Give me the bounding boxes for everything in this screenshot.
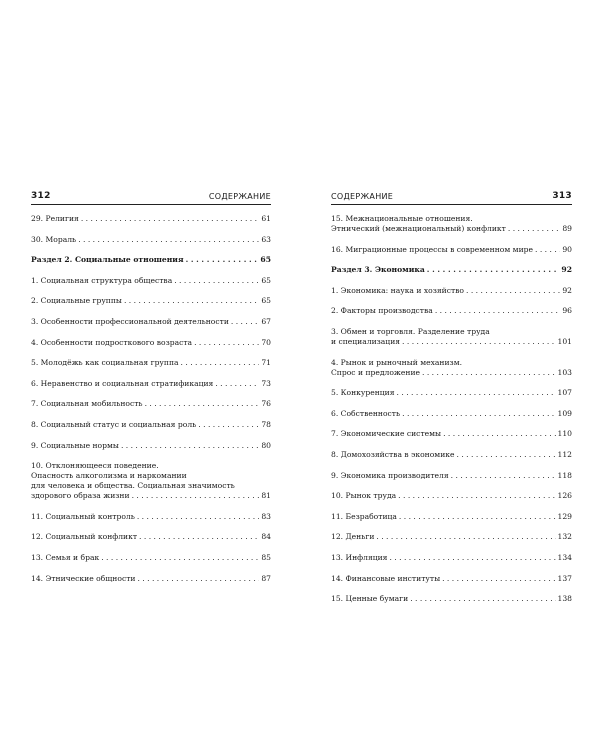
toc-page-number: 109 bbox=[557, 408, 572, 418]
dot-leader bbox=[231, 317, 259, 327]
toc-entry bbox=[331, 214, 572, 234]
toc-entry-row bbox=[331, 512, 572, 522]
dot-leader bbox=[215, 379, 259, 389]
toc-entry-row bbox=[31, 379, 271, 389]
toc-entry-row bbox=[31, 214, 271, 224]
dot-leader bbox=[78, 235, 259, 245]
toc-entry-row bbox=[31, 317, 271, 327]
toc-entry-line: для человека и общества. Социальная значимость bbox=[31, 481, 235, 491]
toc-page-number: 71 bbox=[261, 358, 271, 368]
toc-entry-title: 7. Экономические системы bbox=[331, 429, 442, 439]
dot-leader bbox=[535, 245, 560, 255]
toc-entry-row bbox=[31, 358, 271, 368]
toc-entry-title: 13. Инфляция bbox=[331, 552, 388, 562]
toc-entry-row bbox=[31, 296, 271, 306]
toc-entry bbox=[31, 358, 271, 368]
toc-entry-title: 7. Социальная мобильность bbox=[31, 399, 143, 409]
toc-entry-title: 8. Домохозяйства в экономике bbox=[331, 449, 455, 459]
toc-entry-row bbox=[331, 337, 572, 347]
toc-entry bbox=[31, 553, 271, 563]
dot-leader bbox=[442, 574, 555, 584]
toc-page-number: 92 bbox=[561, 265, 572, 275]
dot-leader bbox=[422, 368, 555, 378]
toc-entry bbox=[331, 512, 572, 522]
toc-entry-title: 12. Социальный конфликт bbox=[31, 532, 138, 542]
toc-entry-row bbox=[31, 338, 271, 348]
dot-leader bbox=[174, 276, 259, 286]
toc-entry-row bbox=[331, 388, 572, 398]
toc-entry-title: 16. Миграционные процессы в современном мире bbox=[331, 244, 534, 254]
toc-entry bbox=[31, 532, 271, 542]
toc-entry bbox=[331, 306, 572, 316]
toc-entry-row bbox=[331, 265, 572, 275]
toc-entry bbox=[331, 594, 572, 604]
toc-page-number: 126 bbox=[557, 491, 572, 501]
toc-entry bbox=[31, 461, 271, 501]
toc-entry bbox=[331, 491, 572, 501]
toc-entry-row bbox=[31, 399, 271, 409]
toc-entry-title: 9. Социальные нормы bbox=[31, 440, 119, 450]
dot-leader bbox=[139, 532, 259, 542]
left-page-header bbox=[31, 191, 271, 205]
dot-leader bbox=[508, 224, 560, 234]
toc-page-number: 89 bbox=[562, 224, 572, 233]
toc-entry-line: 4. Рынок и рыночный механизм. bbox=[331, 357, 463, 367]
toc-entry-row bbox=[31, 512, 271, 522]
toc-entry-title: здорового образа жизни bbox=[31, 491, 130, 501]
toc-entry-row bbox=[31, 420, 271, 430]
dot-leader bbox=[397, 388, 556, 398]
toc-page-number: 76 bbox=[261, 399, 271, 409]
dot-leader bbox=[101, 553, 259, 563]
dot-leader bbox=[145, 399, 260, 409]
toc-entry-title: 2. Факторы производства bbox=[331, 306, 433, 316]
toc-entry-row bbox=[31, 532, 271, 542]
toc-entry-row bbox=[31, 574, 271, 584]
toc-entry bbox=[331, 574, 572, 584]
toc-entry-row bbox=[331, 306, 572, 316]
toc-page-number: 80 bbox=[261, 440, 271, 450]
toc-page-number: 67 bbox=[261, 316, 271, 326]
right-page bbox=[331, 191, 572, 615]
toc-page-number: 70 bbox=[261, 337, 271, 347]
toc-entry-row bbox=[331, 471, 572, 481]
toc-page-number: 92 bbox=[562, 285, 572, 295]
toc-page-number: 65 bbox=[260, 255, 271, 265]
toc-entry-title: 12. Деньги bbox=[331, 532, 375, 542]
toc-page-number: 118 bbox=[557, 470, 572, 480]
running-head: СОДЕРЖАНИЕ bbox=[208, 192, 271, 201]
toc-entry bbox=[331, 409, 572, 419]
toc-entry-row bbox=[31, 491, 271, 501]
toc-entry bbox=[31, 441, 271, 451]
toc-page-number: 87 bbox=[261, 573, 271, 583]
toc-entry bbox=[331, 450, 572, 460]
toc-left bbox=[31, 214, 271, 584]
toc-entry-title: 9. Экономика производителя bbox=[331, 470, 449, 480]
toc-entry bbox=[331, 245, 572, 255]
dot-leader bbox=[435, 306, 561, 316]
toc-entry bbox=[31, 296, 271, 306]
toc-entry-row bbox=[31, 255, 271, 265]
toc-page-number: 96 bbox=[562, 306, 572, 316]
toc-entry bbox=[31, 574, 271, 584]
dot-leader bbox=[124, 296, 259, 306]
toc-entry-title: 4. Особенности подросткового возраста bbox=[31, 337, 193, 347]
toc-entry-line: 15. Межнациональные отношения. bbox=[331, 214, 473, 223]
toc-entry bbox=[331, 358, 572, 378]
page-number: 312 bbox=[31, 191, 51, 201]
toc-page-number: 129 bbox=[557, 511, 572, 521]
toc-entry-title: 5. Молодёжь как социальная группа bbox=[31, 358, 179, 368]
toc-page-number: 78 bbox=[261, 419, 271, 429]
toc-entry-line: Опасность алкоголизма и наркомании bbox=[31, 471, 187, 481]
toc-page-number: 73 bbox=[261, 378, 271, 388]
toc-entry-title: 8. Социальный статус и социальная роль bbox=[31, 419, 197, 429]
toc-page-number: 134 bbox=[557, 552, 572, 562]
toc-entry bbox=[31, 338, 271, 348]
dot-leader bbox=[457, 450, 556, 460]
toc-page-number: 137 bbox=[557, 573, 572, 583]
toc-entry-title: Спрос и предложение bbox=[331, 367, 421, 377]
toc-entry-title: 14. Этнические общности bbox=[31, 573, 136, 583]
dot-leader bbox=[194, 338, 259, 348]
toc-entry-row bbox=[331, 224, 572, 234]
dot-leader bbox=[81, 214, 260, 224]
toc-entry bbox=[31, 420, 271, 430]
dot-leader bbox=[443, 429, 555, 439]
dot-leader bbox=[402, 409, 555, 419]
toc-page-number: 101 bbox=[557, 336, 572, 346]
toc-page-number: 107 bbox=[557, 388, 572, 398]
toc-entry bbox=[331, 429, 572, 439]
toc-page-number: 63 bbox=[261, 234, 271, 244]
toc-page-number: 84 bbox=[261, 532, 271, 542]
toc-entry bbox=[331, 532, 572, 542]
toc-entry-row bbox=[331, 574, 572, 584]
dot-leader bbox=[121, 441, 259, 451]
page-number: 313 bbox=[552, 191, 572, 201]
toc-entry-row bbox=[331, 286, 572, 296]
running-head: СОДЕРЖАНИЕ bbox=[331, 192, 394, 201]
toc-entry-title: 1. Экономика: наука и хозяйство bbox=[331, 285, 465, 295]
toc-entry-title: 30. Мораль bbox=[31, 234, 77, 244]
toc-entry-title: 29. Религия bbox=[31, 214, 79, 223]
toc-entry-title: 5. Конкуренция bbox=[331, 388, 395, 398]
toc-entry bbox=[331, 388, 572, 398]
toc-entry-row bbox=[331, 491, 572, 501]
toc-page-number: 138 bbox=[557, 594, 572, 604]
dot-leader bbox=[389, 553, 555, 563]
dot-leader bbox=[451, 471, 556, 481]
dot-leader bbox=[466, 286, 560, 296]
toc-entry bbox=[331, 286, 572, 296]
toc-entry bbox=[31, 399, 271, 409]
dot-leader bbox=[398, 491, 555, 501]
dot-leader bbox=[137, 512, 259, 522]
toc-page-number: 110 bbox=[557, 429, 572, 439]
dot-leader bbox=[181, 358, 260, 368]
dot-leader bbox=[376, 532, 555, 542]
dot-leader bbox=[137, 574, 259, 584]
toc-entry-row bbox=[331, 409, 572, 419]
toc-page-number: 83 bbox=[261, 511, 271, 521]
toc-entry-title: 3. Особенности профессиональной деятельности bbox=[31, 316, 229, 326]
toc-section-heading bbox=[31, 255, 271, 265]
toc-entry-title: и специализация bbox=[331, 336, 401, 346]
toc-entry-title: 11. Социальный контроль bbox=[31, 511, 135, 521]
toc-entry-title: Раздел 3. Экономика bbox=[331, 265, 425, 275]
toc-entry-title: 2. Социальные группы bbox=[31, 296, 122, 306]
toc-right bbox=[331, 214, 572, 604]
toc-page-number: 65 bbox=[261, 275, 271, 285]
right-page-header bbox=[331, 191, 572, 205]
toc-entry-row bbox=[331, 594, 572, 604]
toc-page-number: 61 bbox=[261, 214, 271, 223]
dot-leader bbox=[427, 265, 560, 275]
dot-leader bbox=[410, 594, 555, 604]
toc-page-number: 103 bbox=[557, 367, 572, 377]
toc-entry-line: 10. Отклоняющееся поведение. bbox=[31, 461, 159, 471]
dot-leader bbox=[402, 337, 555, 347]
toc-page-number: 90 bbox=[562, 244, 572, 254]
toc-entry-title: 11. Безработица bbox=[331, 511, 397, 521]
toc-entry bbox=[331, 471, 572, 481]
toc-entry bbox=[31, 235, 271, 245]
toc-entry-row bbox=[331, 429, 572, 439]
toc-entry-row bbox=[31, 235, 271, 245]
toc-entry-row bbox=[31, 276, 271, 286]
toc-entry-line: 3. Обмен и торговля. Разделение труда bbox=[331, 326, 490, 336]
dot-leader bbox=[198, 420, 259, 430]
toc-section-heading bbox=[331, 265, 572, 275]
toc-entry-title: Раздел 2. Социальные отношения bbox=[31, 255, 184, 265]
toc-page-number: 81 bbox=[261, 491, 271, 501]
toc-entry-title: 6. Собственность bbox=[331, 408, 401, 418]
toc-entry bbox=[331, 553, 572, 563]
toc-page-number: 85 bbox=[261, 552, 271, 562]
dot-leader bbox=[132, 491, 260, 501]
toc-page-number: 132 bbox=[557, 532, 572, 542]
toc-entry-row bbox=[331, 368, 572, 378]
toc-entry-title: 14. Финансовые институты bbox=[331, 573, 441, 583]
toc-entry-title: 1. Социальная структура общества bbox=[31, 275, 173, 285]
toc-entry-title: 6. Неравенство и социальная стратификация bbox=[31, 378, 214, 388]
toc-entry-row bbox=[331, 245, 572, 255]
toc-entry bbox=[31, 214, 271, 224]
toc-page-number: 65 bbox=[261, 296, 271, 306]
toc-entry bbox=[31, 512, 271, 522]
dot-leader bbox=[186, 255, 259, 265]
toc-entry-row bbox=[31, 553, 271, 563]
toc-entry bbox=[31, 379, 271, 389]
toc-entry-row bbox=[331, 450, 572, 460]
toc-entry bbox=[31, 317, 271, 327]
left-page bbox=[31, 191, 271, 594]
toc-entry bbox=[331, 327, 572, 347]
toc-entry bbox=[31, 276, 271, 286]
toc-page-number: 112 bbox=[557, 449, 572, 459]
toc-entry-row bbox=[331, 553, 572, 563]
dot-leader bbox=[399, 512, 556, 522]
toc-entry-title: 13. Семья и брак bbox=[31, 552, 100, 562]
toc-entry-title: 10. Рынок труда bbox=[331, 491, 397, 501]
toc-entry-title: Этнический (межнациональный) конфликт bbox=[331, 224, 506, 233]
toc-entry-row bbox=[31, 441, 271, 451]
toc-entry-row bbox=[331, 532, 572, 542]
toc-entry-title: 15. Ценные бумаги bbox=[331, 594, 409, 604]
